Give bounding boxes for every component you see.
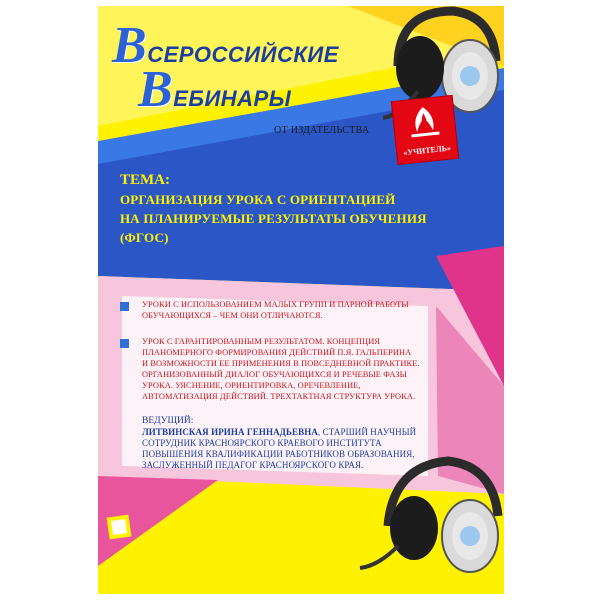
item-2-line-2: ПЛАНОМЕРНОГО ФОРМИРОВАНИЯ ДЕЙСТВИЙ П.Я. ГАЛЬПЕРИНА <box>142 348 412 357</box>
item-2-line-4: ОРГАНИЗОВАННЫЙ ДИАЛОГ ОБУЧАЮЩИХСЯ И РЕЧЕВЫЕ ФАЗЫ <box>142 370 408 379</box>
title-initial-2: В <box>138 61 174 118</box>
lead-line-4: ЗАСЛУЖЕННЫЙ ПЕДАГОГ КРАСНОЯРСКОГО КРАЯ. <box>142 460 364 470</box>
title-rest-2: ЕБИНАРЫ <box>173 86 292 111</box>
lead-label: ВЕДУЩИЙ: <box>142 416 194 426</box>
decorative-square-inner <box>111 519 127 535</box>
topic-label: ТЕМА: <box>120 172 170 188</box>
title-line-2 <box>138 60 291 119</box>
logo-emblem <box>392 96 456 146</box>
lead-line-1-rest: , СТАРШИЙ НАУЧНЫЙ <box>317 427 417 437</box>
bullet-square-icon <box>120 339 129 348</box>
topic-line-1: ОРГАНИЗАЦИЯ УРОКА С ОРИЕНТАЦИЕЙ <box>120 192 396 207</box>
lead-name: ЛИТВИНСКАЯ ИРИНА ГЕННАДЬЕВНА <box>142 427 318 437</box>
title-rest-1: СЕРОССИЙСКИЕ <box>147 42 339 67</box>
title-initial-1: В <box>112 17 148 74</box>
lead-line-3: ПОВЫШЕНИЯ КВАЛИФИКАЦИИ РАБОТНИКОВ ОБРАЗОВАНИЯ, <box>142 449 415 459</box>
item-2-line-5: УРОКА. УЯСНЕНИЕ, ОРИЕНТИРОВКА, ОРЕЧЕВЛЕНИЕ, <box>142 381 361 390</box>
webinar-poster <box>98 6 504 594</box>
topic-line-3: (ФГОС) <box>120 230 169 245</box>
logo-text: «УЧИТЕЛЬ» <box>402 143 452 158</box>
lead-line-2: СОТРУДНИК КРАСНОЯРСКОГО КРАЕВОГО ИНСТИТУТА <box>142 438 382 448</box>
item-2-line-1: УРОК С ГАРАНТИРОВАННЫМ РЕЗУЛЬТАТОМ. КОНЦЕПЦИЯ <box>142 337 381 346</box>
item-2-line-6: АВТОМАТИЗАЦИЯ ДЕЙСТВИЙ. ТРЕХТАКТНАЯ СТРУКТУРА УРОКА. <box>142 392 416 401</box>
topic-line-2: НА ПЛАНИРУЕМЫЕ РЕЗУЛЬТАТЫ ОБУЧЕНИЯ <box>120 211 427 226</box>
item-1-line-2: ОБУЧАЮЩИХСЯ – ЧЕМ ОНИ ОТЛИЧАЮТСЯ. <box>142 311 323 320</box>
teacher-logo-icon <box>391 95 459 165</box>
item-1-line-1: УРОКИ С ИСПОЛЬЗОВАНИЕМ МАЛЫХ ГРУПП И ПАРНОЙ РАБОТЫ <box>142 300 409 309</box>
lead-line-1 <box>142 427 416 437</box>
item-2-line-3: И ВОЗМОЖНОСТИ ЕЕ ПРИМЕНЕНИЯ В ПОВСЕДНЕВНОЙ ПРАКТИКЕ. <box>142 359 420 368</box>
bullet-square-icon <box>120 302 129 311</box>
publisher-text: ОТ ИЗДАТЕЛЬСТВА <box>274 125 370 136</box>
